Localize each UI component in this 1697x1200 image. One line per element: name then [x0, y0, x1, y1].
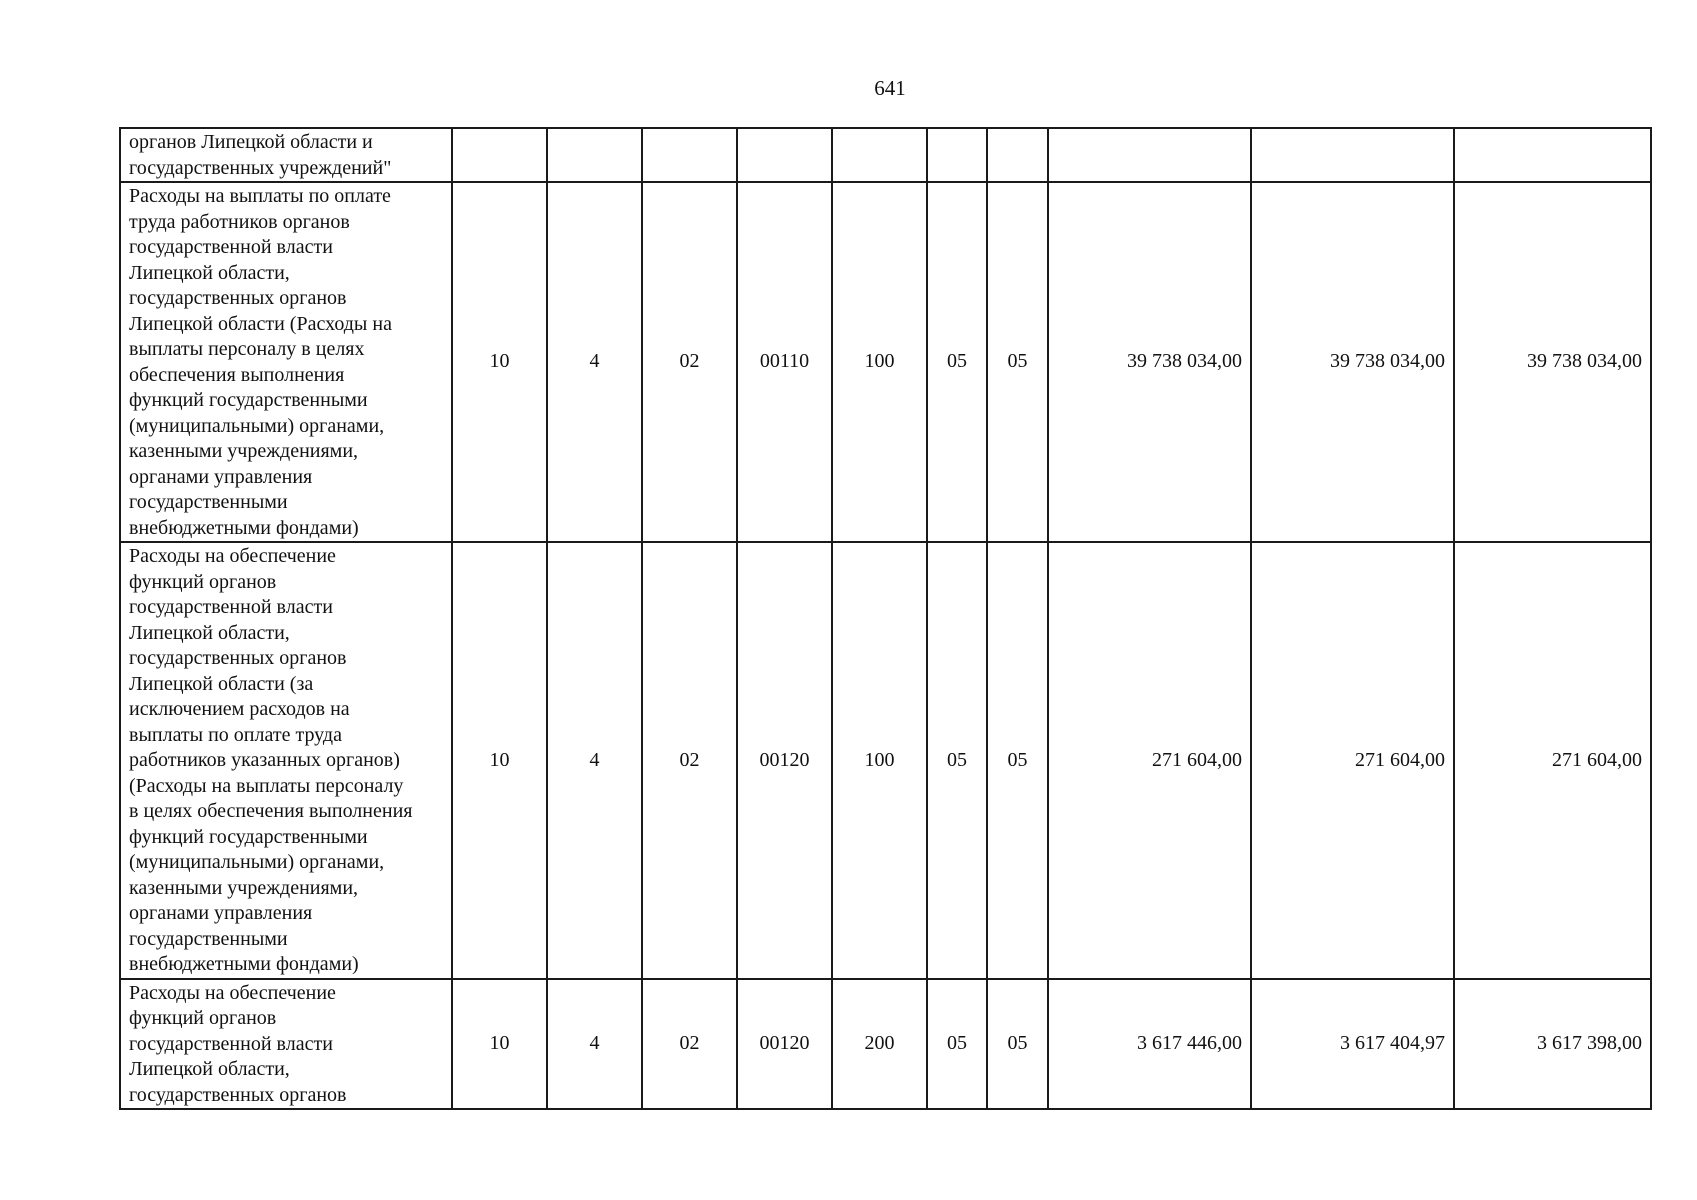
- amount-cell: [1048, 128, 1251, 182]
- code-cell: 100: [832, 542, 927, 979]
- code-cell: 00110: [737, 182, 832, 542]
- budget-table: [119, 127, 1652, 1110]
- amount-cell: [1251, 128, 1454, 182]
- code-cell: 02: [642, 182, 737, 542]
- amount-cell: 39 738 034,00: [1251, 182, 1454, 542]
- code-cell: 100: [832, 182, 927, 542]
- amount-cell: 3 617 398,00: [1454, 979, 1651, 1110]
- row-description: Расходы на обеспечение функций органов государственной власти Липецкой области, государственных органов: [120, 979, 452, 1110]
- code-cell: 4: [547, 182, 642, 542]
- code-cell: 05: [987, 979, 1048, 1110]
- code-cell: [737, 128, 832, 182]
- row-description: органов Липецкой области и государственных учреждений": [120, 128, 452, 182]
- amount-cell: 271 604,00: [1454, 542, 1651, 979]
- amount-cell: 3 617 446,00: [1048, 979, 1251, 1110]
- amount-cell: [1454, 128, 1651, 182]
- amount-cell: 39 738 034,00: [1454, 182, 1651, 542]
- table-row: [120, 182, 1651, 542]
- amount-cell: 271 604,00: [1048, 542, 1251, 979]
- amount-cell: 39 738 034,00: [1048, 182, 1251, 542]
- table-row: [120, 979, 1651, 1110]
- code-cell: 05: [987, 542, 1048, 979]
- amount-cell: 271 604,00: [1251, 542, 1454, 979]
- code-cell: 10: [452, 979, 547, 1110]
- code-cell: 02: [642, 542, 737, 979]
- code-cell: [452, 128, 547, 182]
- page-number: 641: [874, 76, 906, 100]
- code-cell: 4: [547, 979, 642, 1110]
- table-row: [120, 128, 1651, 182]
- row-description: Расходы на обеспечение функций органов государственной власти Липецкой области, государственных органов Липецкой области (за исключением расходов на выплаты по оплате труда работников указанных органов) (Расходы на выплаты персоналу в целях обеспечения выполнения функций государственными (муниципальными) органами, казенными учреждениями, органами управления государственными внебюджетными фондами): [120, 542, 452, 979]
- code-cell: 200: [832, 979, 927, 1110]
- code-cell: 05: [927, 542, 987, 979]
- code-cell: 05: [927, 979, 987, 1110]
- code-cell: 00120: [737, 979, 832, 1110]
- code-cell: 02: [642, 979, 737, 1110]
- code-cell: 4: [547, 542, 642, 979]
- code-cell: [987, 128, 1048, 182]
- code-cell: 05: [987, 182, 1048, 542]
- table-row: [120, 542, 1651, 979]
- code-cell: [547, 128, 642, 182]
- code-cell: 05: [927, 182, 987, 542]
- code-cell: [642, 128, 737, 182]
- code-cell: 10: [452, 542, 547, 979]
- code-cell: [927, 128, 987, 182]
- code-cell: 00120: [737, 542, 832, 979]
- amount-cell: 3 617 404,97: [1251, 979, 1454, 1110]
- code-cell: [832, 128, 927, 182]
- row-description: Расходы на выплаты по оплате труда работников органов государственной власти Липецкой области, государственных органов Липецкой области (Расходы на выплаты персоналу в целях обеспечения выполнения функций государственными (муниципальными) органами, казенными учреждениями, органами управления государственными внебюджетными фондами): [120, 182, 452, 542]
- code-cell: 10: [452, 182, 547, 542]
